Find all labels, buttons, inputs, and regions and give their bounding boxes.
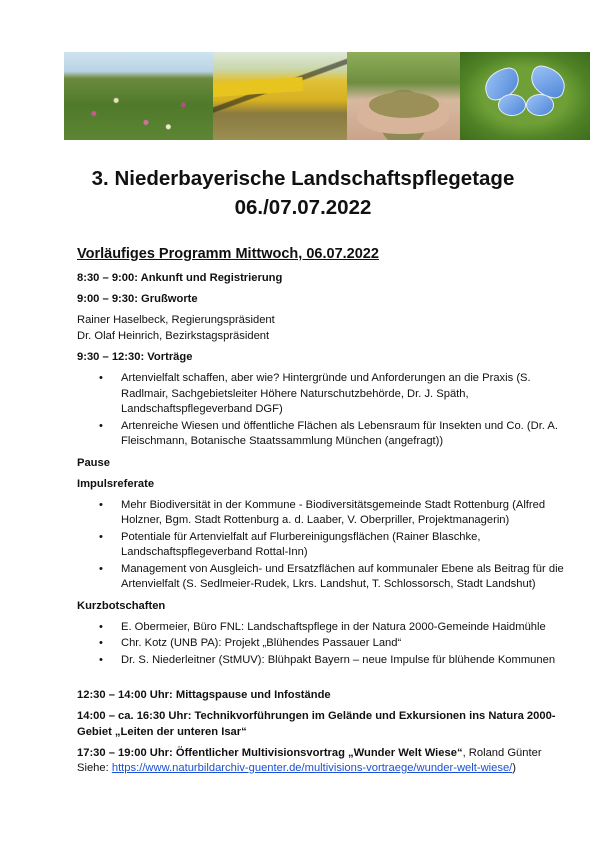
- arrival-line: 8:30 – 9:00: Ankunft und Registrierung: [77, 272, 283, 284]
- multivision-link[interactable]: https://www.naturbildarchiv-guenter.de/multivisions-vortraege/wunder-welt-wiese/: [111, 762, 513, 774]
- header-photo-strip: [64, 52, 590, 140]
- list-item: • Artenvielfalt schaffen, aber wie? Hintergründe und Anforderungen an die Praxis (S. Radlmair, Sachgebietsleiter Höhere Naturschutzbehörde, Dr. J. Späth, Landschaftspflegeverband DGF): [77, 371, 577, 418]
- pause-line: Pause: [77, 456, 110, 469]
- impulse-heading: Impulsreferate: [77, 477, 155, 490]
- talks-list: [77, 371, 577, 450]
- lunch-line: 12:30 – 14:00 Uhr: Mittagspause und Infostände: [77, 689, 331, 701]
- mowing-machine-photo: [213, 52, 347, 140]
- title-line-2: 06./07.07.2022: [234, 196, 372, 219]
- list-item: • Potentiale für Artenvielfalt auf Flurbereinigungsflächen (Rainer Blaschke, Landschaftspflegeverband Rottal-Inn): [77, 530, 577, 561]
- list-item: • Chr. Kotz (UNB PA): Projekt „Blühendes Passauer Land“: [77, 636, 577, 652]
- speaker-1: Rainer Haselbeck, Regierungspräsident: [77, 314, 275, 326]
- speakers: [77, 313, 577, 344]
- evening-speaker: , Roland Günter: [462, 746, 542, 759]
- short-heading: Kurzbotschaften: [77, 599, 166, 612]
- meadow-flowers-photo: [64, 52, 213, 140]
- speaker-2: Dr. Olaf Heinrich, Bezirkstagspräsident: [77, 329, 270, 342]
- short-list: [77, 620, 577, 669]
- impulse-list: [77, 498, 577, 593]
- hay-in-hands-photo: [347, 52, 460, 140]
- talks-line: 9:30 – 12:30: Vorträge: [77, 351, 193, 363]
- list-item: • Management von Ausgleich- und Ersatzflächen auf kommunaler Ebene als Beitrag für die Artenvielfalt (S. Sedlmeier-Rudek, Lkrs. Landshut, T. Schlossorsch, Stadt Landshut): [77, 562, 577, 593]
- see-line: [77, 761, 577, 777]
- list-item: • Mehr Biodiversität in der Kommune - Biodiversitätsgemeinde Stadt Rottenburg (Alfred Holzner, Bgm. Stadt Rottenburg a. d. Laaber, V. Oberpriller, Projektmanagerin): [77, 498, 577, 529]
- list-item: • Dr. S. Niederleitner (StMUV): Blühpakt Bayern – neue Impulse für blühende Kommunen: [77, 653, 577, 669]
- title-line-1: 3. Niederbayerische Landschaftspflegetage: [91, 167, 515, 190]
- evening-title: 17:30 – 19:00 Uhr: Öffentlicher Multivisionsvortrag „Wunder Welt Wiese“: [77, 746, 463, 759]
- evening-line: [77, 746, 577, 762]
- greetings-line: 9:00 – 9:30: Grußworte: [77, 293, 198, 305]
- see-label: Siehe:: [77, 762, 112, 774]
- tech-line: 14:00 – ca. 16:30 Uhr: Technikvorführungen im Gelände und Exkursionen ins Natura 2000-Gebiet „Leiten der unteren Isar“: [77, 710, 556, 738]
- blue-butterfly-photo: [460, 52, 590, 140]
- list-item: • E. Obermeier, Büro FNL: Landschaftspflege in der Natura 2000-Gemeinde Haidmühle: [77, 620, 577, 636]
- page-title: [0, 164, 606, 222]
- program-heading: Vorläufiges Programm Mittwoch, 06.07.2022: [77, 246, 379, 262]
- program-body: [77, 271, 577, 782]
- list-item: • Artenreiche Wiesen und öffentliche Flächen als Lebensraum für Insekten und Co. (Dr. A. Fleischmann, Botanische Staatssammlung München (angefragt)): [77, 419, 577, 450]
- see-end: ): [512, 762, 517, 774]
